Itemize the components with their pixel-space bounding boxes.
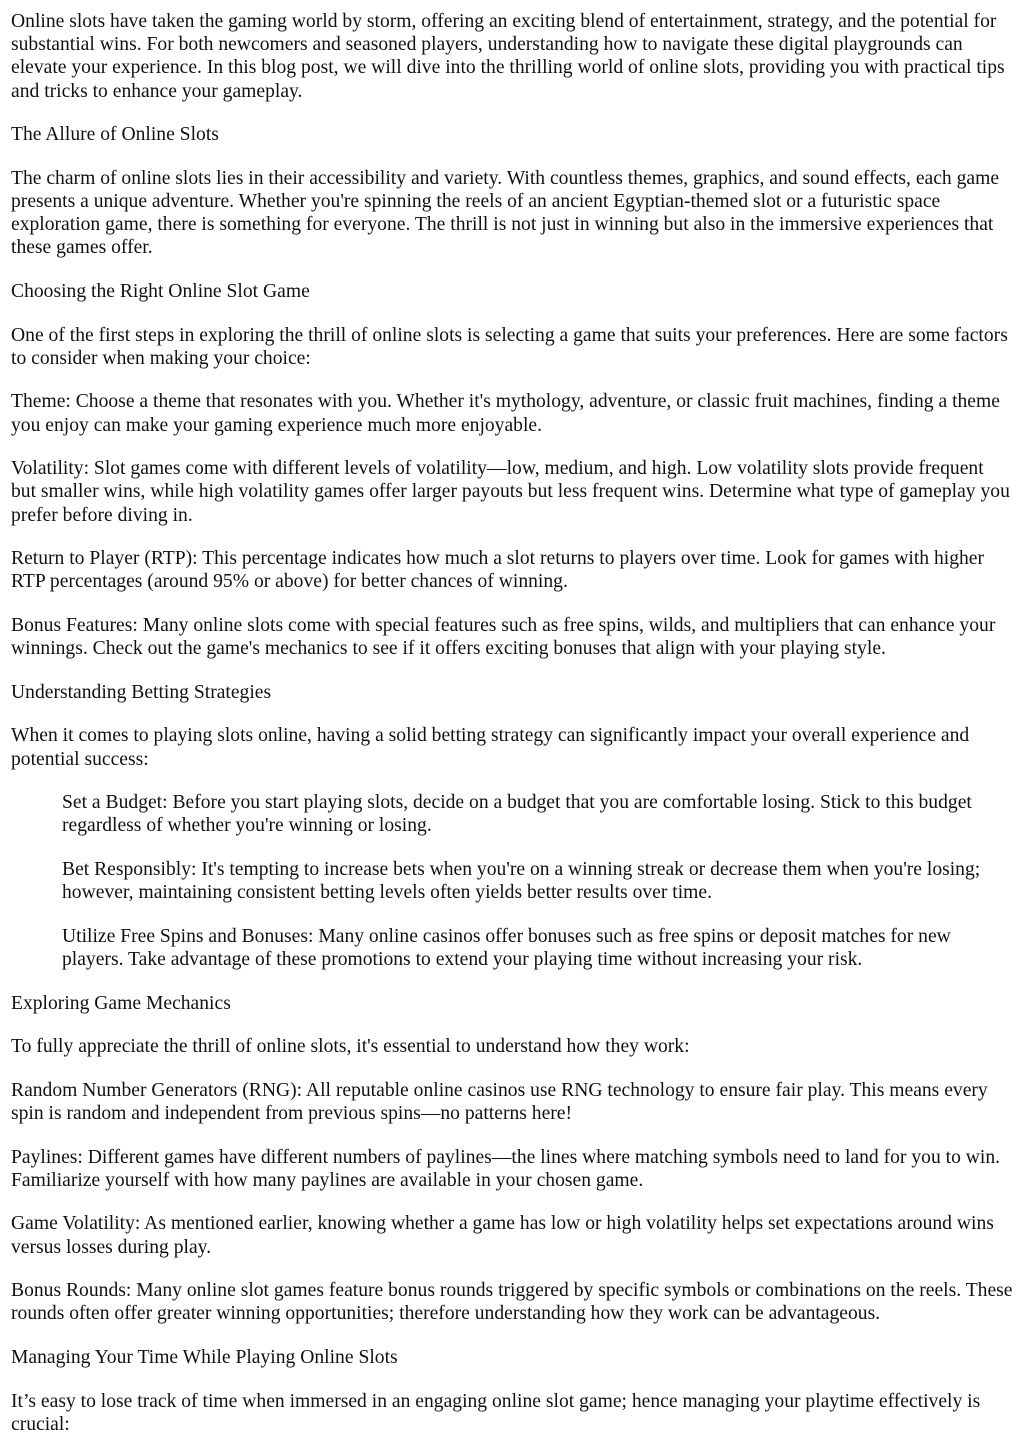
choosing-intro-paragraph: One of the first steps in exploring the thrill of online slots is selecting a game that suits your preferences. Here are some factors to consider when making your choice: xyxy=(11,324,1008,369)
section-heading-mechanics: Exploring Game Mechanics xyxy=(11,992,231,1014)
mechanics-intro-paragraph: To fully appreciate the thrill of online slots, it's essential to understand how they work: xyxy=(11,1036,690,1058)
betting-tips-blockquote xyxy=(11,791,1013,971)
betting-intro-paragraph: When it comes to playing slots online, having a solid betting strategy can significantly impact your overall experience and potential success: xyxy=(11,725,970,770)
time-intro-paragraph: It’s easy to lose track of time when immersed in an engaging online slot game; hence managing your playtime effectively is crucial: xyxy=(11,1390,981,1435)
section-heading-choosing: Choosing the Right Online Slot Game xyxy=(11,281,310,302)
choosing-item-volatility: Volatility: Slot games come with different levels of volatility—low, medium, and high. Low volatility slots provide frequent but smaller wins, while high volatility games offer larger payouts but less frequent wins. Determine what type of gameplay you prefer before diving in. xyxy=(11,458,1010,526)
allure-paragraph: The charm of online slots lies in their accessibility and variety. With countless themes, graphics, and sound effects, each game presents a unique adventure. Whether you're spinning the reels of an ancient Egyptian-themed slot or a futuristic space exploration game, there is something for everyone. The thrill is not just in winning but also in the immersive experiences that these games offer. xyxy=(11,167,1000,259)
choosing-item-bonus-features: Bonus Features: Many online slots come with special features such as free spins, wilds, and multipliers that can enhance your winnings. Check out the game's mechanics to see if it offers exciting bonuses that align with your playing style. xyxy=(11,614,996,660)
section-heading-time: Managing Your Time While Playing Online Slots xyxy=(11,1346,398,1368)
choosing-item-theme: Theme: Choose a theme that resonates with you. Whether it's mythology, adventure, or classic fruit machines, finding a theme you enjoy can make your gaming experience much more enjoyable. xyxy=(11,391,1000,436)
betting-item-responsibly: Bet Responsibly: It's tempting to increase bets when you're on a winning streak or decrease them when you're losing; however, maintaining consistent betting levels often yields better results over time. xyxy=(62,858,981,904)
mechanics-item-rng: Random Number Generators (RNG): All reputable online casinos use RNG technology to ensure fair play. This means every spin is random and independent from previous spins—no patterns here! xyxy=(11,1079,988,1124)
mechanics-item-bonus-rounds: Bonus Rounds: Many online slot games feature bonus rounds triggered by specific symbols or combinations on the reels. These rounds often offer greater winning opportunities; therefore understanding how they work can be advantageous. xyxy=(11,1280,1013,1325)
intro-paragraph: Online slots have taken the gaming world by storm, offering an exciting blend of entertainment, strategy, and the potential for substantial wins. For both newcomers and seasoned players, understanding how to navigate these digital playgrounds can elevate your experience. In this blog post, we will dive into the thrilling world of online slots, providing you with practical tips and tricks to enhance your gameplay. xyxy=(11,11,1005,102)
mechanics-item-paylines: Paylines: Different games have different numbers of paylines—the lines where matching symbols need to land for you to win. Familiarize yourself with how many paylines are available in your chosen game. xyxy=(11,1146,1001,1191)
betting-item-free-spins: Utilize Free Spins and Bonuses: Many online casinos offer bonuses such as free spins or deposit matches for new players. Take advantage of these promotions to extend your playing time without increasing your risk. xyxy=(62,925,951,970)
choosing-item-rtp: Return to Player (RTP): This percentage indicates how much a slot returns to players over time. Look for games with higher RTP percentages (around 95% or above) for better chances of winning. xyxy=(11,548,985,593)
section-heading-betting: Understanding Betting Strategies xyxy=(11,681,272,703)
section-heading-allure: The Allure of Online Slots xyxy=(11,124,219,146)
betting-item-budget: Set a Budget: Before you start playing slots, decide on a budget that you are comfortable losing. Stick to this budget regardless of whether you're winning or losing. xyxy=(62,792,972,837)
mechanics-item-volatility: Game Volatility: As mentioned earlier, knowing whether a game has low or high volatility helps set expectations around wins versus losses during play. xyxy=(11,1213,994,1258)
